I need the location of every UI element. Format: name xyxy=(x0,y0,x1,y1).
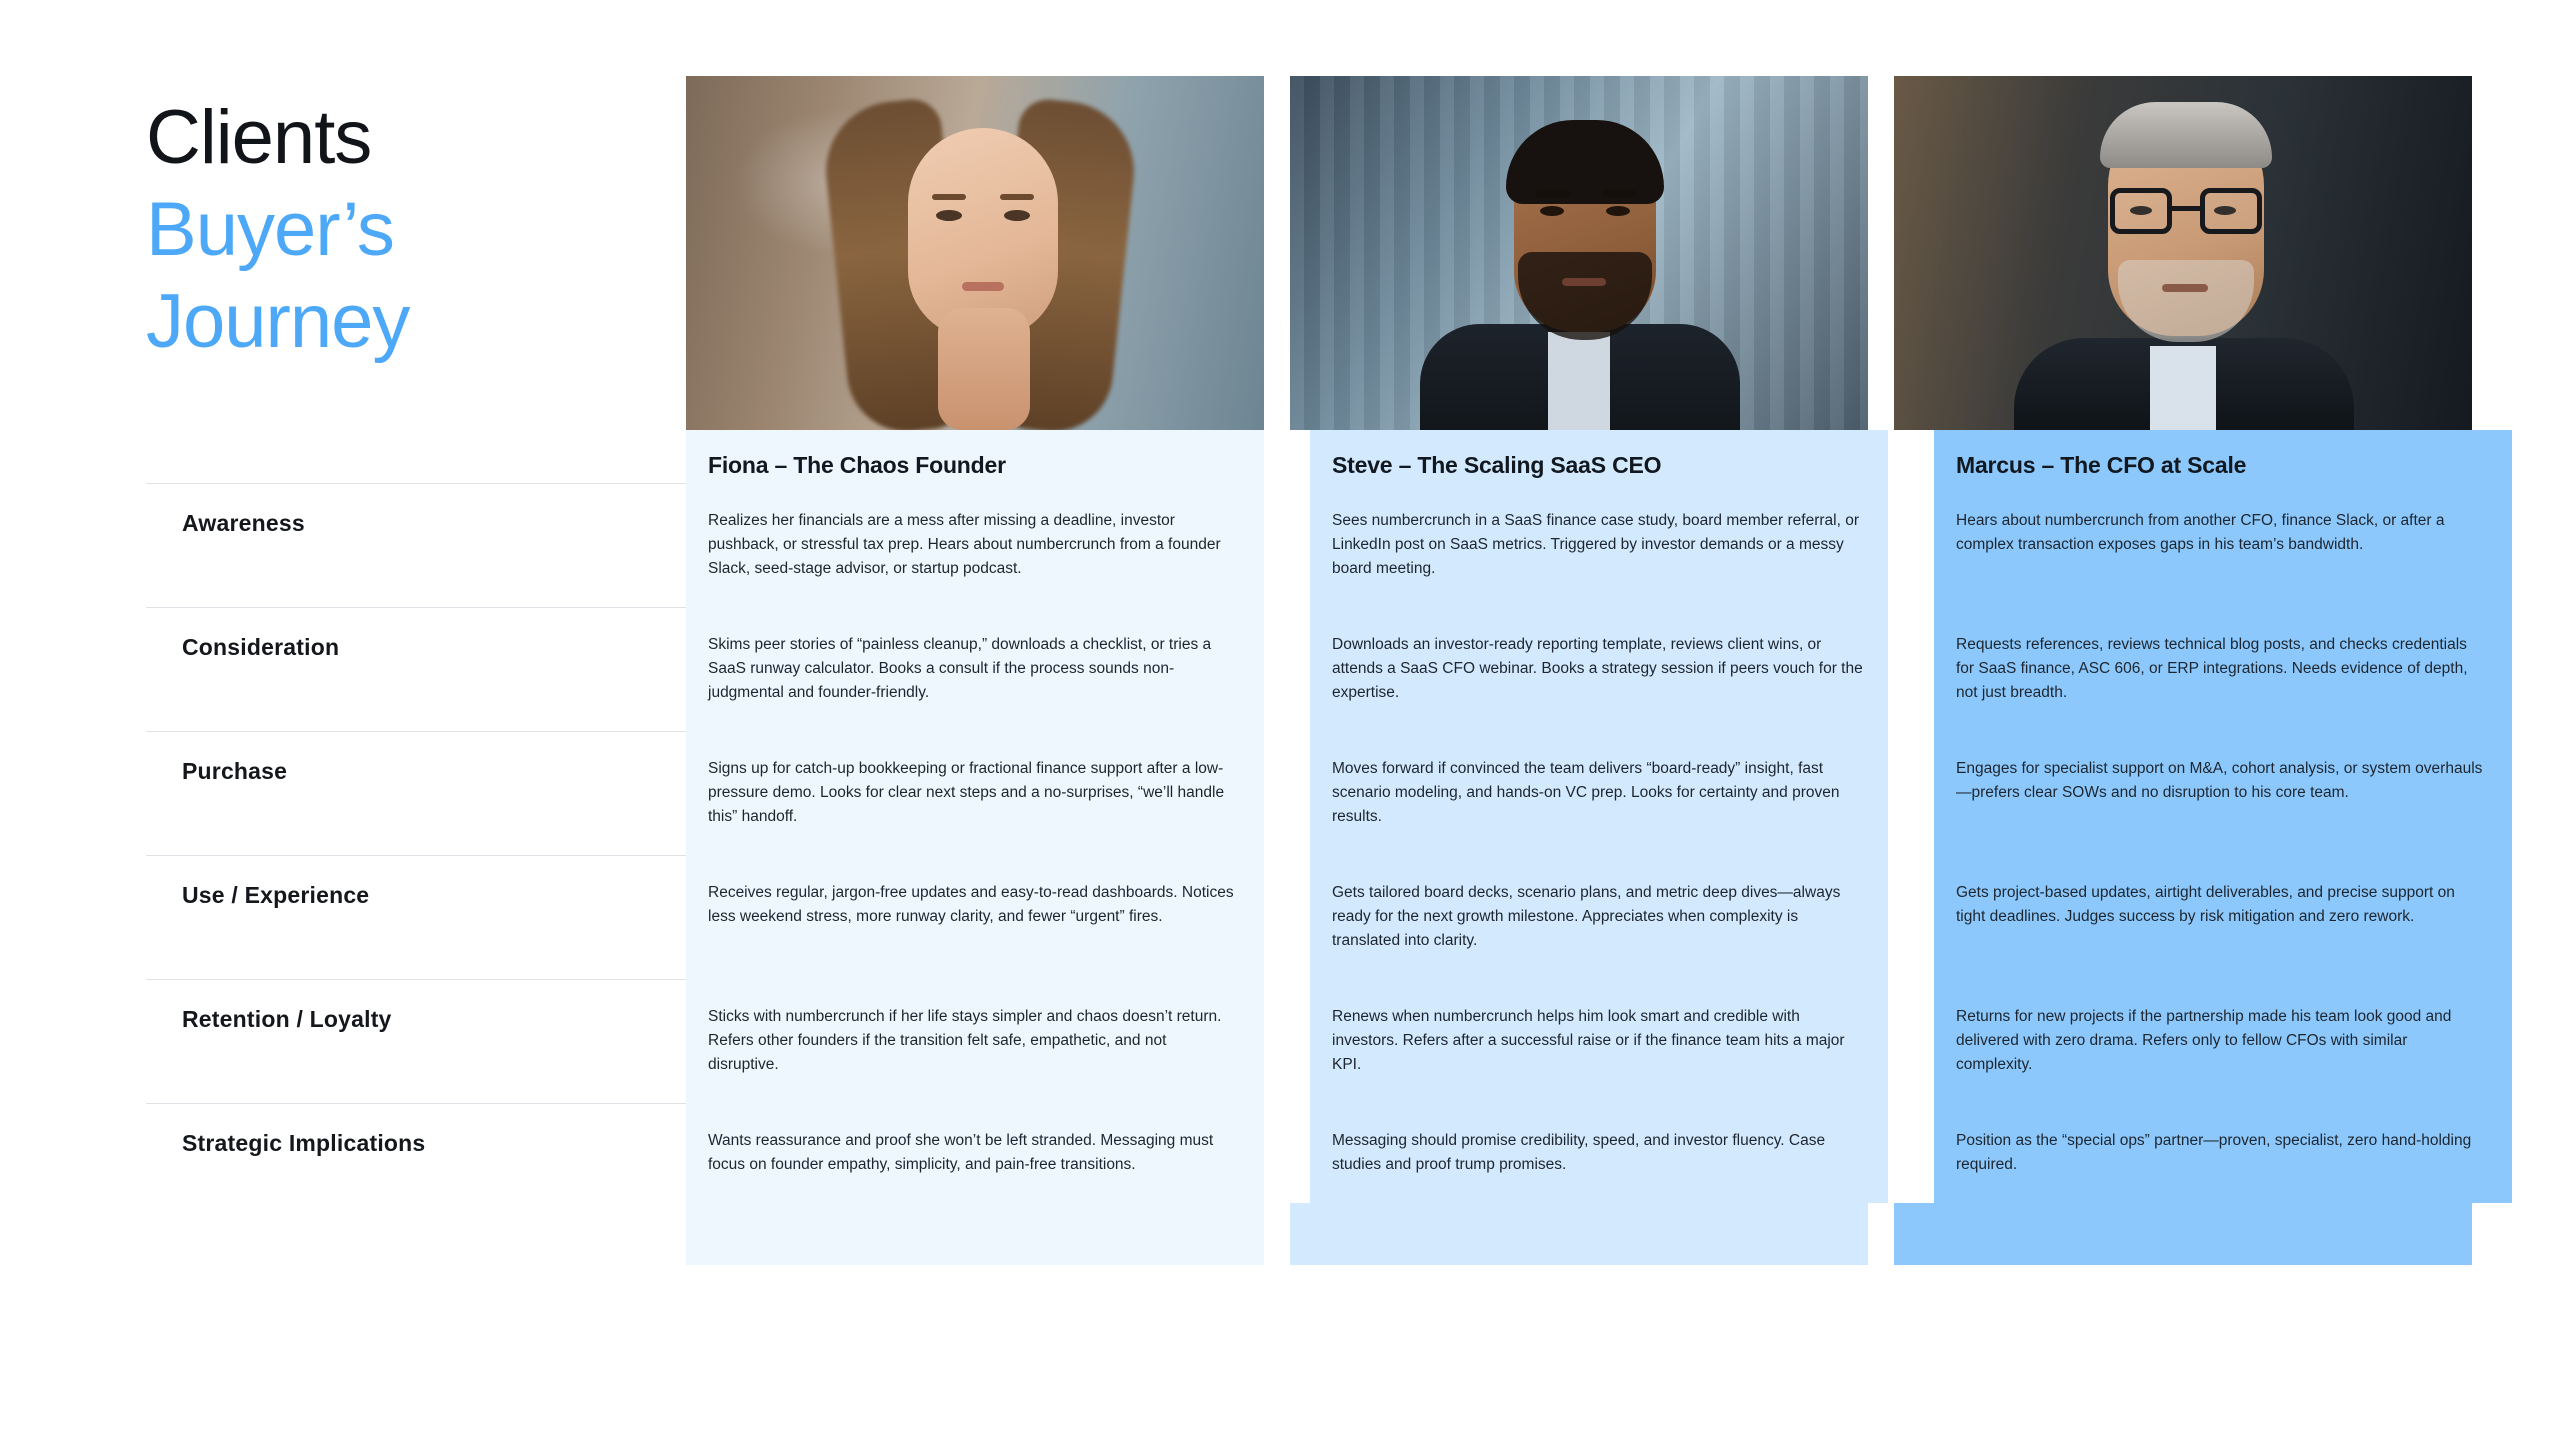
persona-name-3: Marcus – The CFO at Scale xyxy=(1934,430,2512,483)
stage-label-awareness: Awareness xyxy=(146,483,686,607)
cell-awareness-marcus: Hears about numbercrunch from another CFO, finance Slack, or after a complex transaction exposes gaps in his team’s bandwidth. xyxy=(1934,483,2512,607)
column-gap xyxy=(1888,430,1934,483)
title-line-2: Buyer’s xyxy=(146,187,394,272)
column-gap xyxy=(1264,607,1310,731)
table-row xyxy=(146,731,2483,855)
persona-photo-row xyxy=(686,76,2436,430)
bleed-col-3 xyxy=(1894,1203,2472,1265)
cell-purchase-marcus: Engages for specialist support on M&A, cohort analysis, or system overhauls—prefers clear SOWs and no disruption to his core team. xyxy=(1934,731,2512,855)
cell-purchase-fiona: Signs up for catch-up bookkeeping or fractional finance support after a low-pressure demo. Looks for clear next steps and a no-surprises, “we’ll handle this” handoff. xyxy=(686,731,1264,855)
persona-name-1: Fiona – The Chaos Founder xyxy=(686,430,1264,483)
title-line-3: Journey xyxy=(146,279,410,364)
column-gap xyxy=(1264,1203,1290,1265)
table-row xyxy=(146,855,2455,979)
portrait-man-photo xyxy=(1290,76,1868,430)
cell-strategic-fiona: Wants reassurance and proof she won’t be left stranded. Messaging must focus on founder empathy, simplicity, and pain-free transitions. xyxy=(686,1103,1264,1203)
column-gap xyxy=(1888,855,1934,979)
portrait-older-man-glasses-photo xyxy=(1894,76,2472,430)
column-gap xyxy=(1888,1103,1934,1203)
table-row xyxy=(146,483,2445,607)
bleed-col-1 xyxy=(686,1203,1264,1265)
stage-label-strategic-implications: Strategic Implications xyxy=(146,1103,686,1203)
cell-consideration-marcus: Requests references, reviews technical blog posts, and checks credentials for SaaS finance, ASC 606, or ERP integrations. Needs evidence of depth, not just breadth. xyxy=(1934,607,2512,731)
cell-retention-steve: Renews when numbercrunch helps him look smart and credible with investors. Refers after a successful raise or if the finance team hits a major KPI. xyxy=(1310,979,1888,1103)
column-gap xyxy=(1888,483,1934,607)
stage-label-retention-loyalty: Retention / Loyalty xyxy=(146,979,686,1103)
column-gap xyxy=(1264,979,1310,1103)
stage-label-purchase: Purchase xyxy=(146,731,686,855)
cell-awareness-steve: Sees numbercrunch in a SaaS finance case study, board member referral, or LinkedIn post on SaaS metrics. Triggered by investor demands or a messy board meeting. xyxy=(1310,483,1888,607)
cell-use-fiona: Receives regular, jargon-free updates and easy-to-read dashboards. Notices less weekend stress, more runway clarity, and fewer “urgent” fires. xyxy=(686,855,1264,979)
title-line-1: Clients xyxy=(146,95,372,180)
stage-label-use-experience: Use / Experience xyxy=(146,855,686,979)
column-gap xyxy=(1264,483,1310,607)
matrix-bottom-bleed xyxy=(146,1203,2436,1265)
table-row xyxy=(146,607,2468,731)
stage-label-consideration: Consideration xyxy=(146,607,686,731)
column-gap xyxy=(1888,979,1934,1103)
glasses-icon xyxy=(2110,188,2262,234)
cell-retention-fiona: Sticks with numbercrunch if her life stays simpler and chaos doesn’t return. Refers other founders if the transition felt safe, empathetic, and not disruptive. xyxy=(686,979,1264,1103)
column-gap xyxy=(1264,731,1310,855)
cell-consideration-fiona: Skims peer stories of “painless cleanup,” downloads a checklist, or tries a SaaS runway calculator. Books a consult if the process sounds non-judgmental and founder-friendly. xyxy=(686,607,1264,731)
column-gap xyxy=(1264,1103,1310,1203)
table-row xyxy=(146,1103,2472,1203)
buyer-journey-matrix xyxy=(146,430,2483,1265)
cell-strategic-marcus: Position as the “special ops” partner—proven, specialist, zero hand-holding required. xyxy=(1934,1103,2512,1203)
column-gap xyxy=(1888,607,1934,731)
cell-use-marcus: Gets project-based updates, airtight deliverables, and precise support on tight deadlines. Judges success by risk mitigation and zero rework. xyxy=(1934,855,2512,979)
cell-use-steve: Gets tailored board decks, scenario plans, and metric deep dives—always ready for the next growth milestone. Appreciates when complexity is translated into clarity. xyxy=(1310,855,1888,979)
cell-purchase-steve: Moves forward if convinced the team delivers “board-ready” insight, fast scenario modeling, and hands-on VC prep. Looks for certainty and proven results. xyxy=(1310,731,1888,855)
bleed-label xyxy=(146,1203,686,1265)
portrait-woman-photo xyxy=(686,76,1264,430)
bleed-col-2 xyxy=(1290,1203,1868,1265)
cell-strategic-steve: Messaging should promise credibility, speed, and investor fluency. Case studies and proof trump promises. xyxy=(1310,1103,1888,1203)
cell-consideration-steve: Downloads an investor-ready reporting template, reviews client wins, or attends a SaaS CFO webinar. Books a strategy session if peers vouch for the expertise. xyxy=(1310,607,1888,731)
persona-name-row xyxy=(146,430,2436,483)
cell-retention-marcus: Returns for new projects if the partnership made his team look good and delivered with zero drama. Refers only to fellow CFOs with similar complexity. xyxy=(1934,979,2512,1103)
column-gap xyxy=(1888,731,1934,855)
column-gap xyxy=(1264,855,1310,979)
column-gap xyxy=(1868,1203,1894,1265)
cell-awareness-fiona: Realizes her financials are a mess after missing a deadline, investor pushback, or stressful tax prep. Hears about numbercrunch from a founder Slack, seed-stage advisor, or startup podcast. xyxy=(686,483,1264,607)
page-title xyxy=(146,92,706,368)
persona-name-2: Steve – The Scaling SaaS CEO xyxy=(1310,430,1888,483)
table-row xyxy=(146,979,2452,1103)
matrix-corner-cell xyxy=(146,430,686,483)
column-gap xyxy=(1264,430,1310,483)
